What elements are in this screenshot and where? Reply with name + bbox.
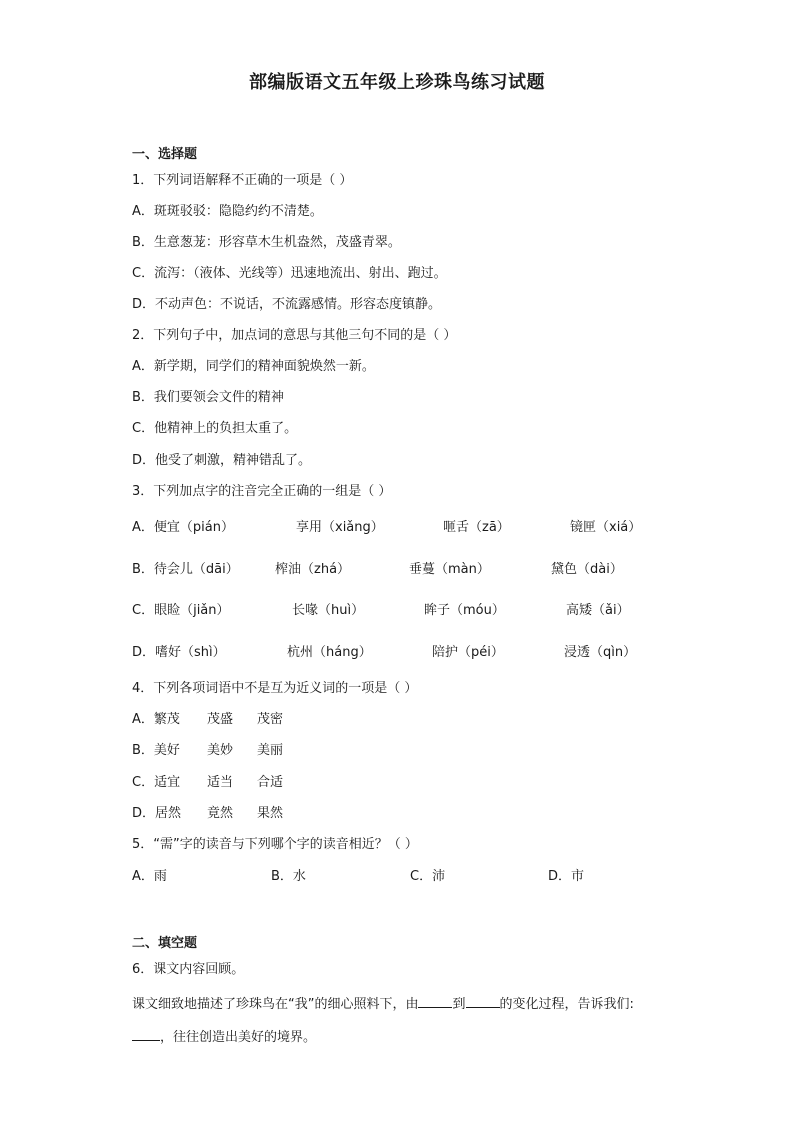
section-heading-fill: 二、填空题 bbox=[132, 936, 198, 951]
question-2-stem: 2．下列句子中，加点词的意思与其他三句不同的是（ ） bbox=[132, 328, 457, 343]
question-1-option-c: C．流泻：（液体、光线等）迅速地流出、射出、跑过。 bbox=[132, 266, 447, 281]
answer-blank-1[interactable] bbox=[418, 993, 452, 1008]
section-heading-choice: 一、选择题 bbox=[132, 147, 198, 162]
question-3-d-3: 陪护（péi） bbox=[432, 645, 504, 660]
question-6-line-2 bbox=[132, 1026, 316, 1047]
question-5-option-d: D．市 bbox=[548, 869, 585, 884]
question-3-c-1: C．眼睑（jiǎn） bbox=[132, 603, 230, 618]
question-3-b-1: B．待会儿（dāi） bbox=[132, 562, 239, 577]
question-3-a-4: 镜匣（xiá） bbox=[570, 520, 642, 535]
question-3-d-2: 杭州（háng） bbox=[287, 645, 372, 660]
question-4-a-3: 茂密 bbox=[257, 712, 284, 727]
question-3-a-3: 咂舌（zā） bbox=[443, 520, 510, 535]
question-3-a-1: A．便宜（pián） bbox=[132, 520, 234, 535]
question-4-b-2: 美妙 bbox=[207, 743, 234, 758]
question-5-option-b: B．水 bbox=[271, 869, 306, 884]
question-3-d-4: 浸透（qìn） bbox=[564, 645, 637, 660]
question-3-b-2: 榨油（zhá） bbox=[275, 562, 351, 577]
question-4-b-1: B．美好 bbox=[132, 743, 180, 758]
question-3-d-1: D．嗜好（shì） bbox=[132, 645, 226, 660]
question-4-d-1: D．居然 bbox=[132, 806, 182, 821]
question-3-c-4: 高矮（ǎi） bbox=[566, 603, 630, 618]
question-6-text-c: 的变化过程，告诉我们: bbox=[499, 997, 634, 1012]
question-4-stem: 4．下列各项词语中不是互为近义词的一项是（ ） bbox=[132, 681, 418, 696]
question-6-stem: 6．课文内容回顾。 bbox=[132, 962, 245, 977]
question-4-a-1: A．繁茂 bbox=[132, 712, 180, 727]
question-6-text-a: 课文细致地描述了珍珠鸟在“我”的细心照料下，由 bbox=[132, 997, 419, 1012]
page-title: 部编版语文五年级上珍珠鸟练习试题 bbox=[249, 72, 545, 93]
question-2-option-b: B．我们要领会文件的精神 bbox=[132, 390, 284, 405]
question-5-option-a: A．雨 bbox=[132, 869, 167, 884]
question-4-d-3: 果然 bbox=[257, 806, 284, 821]
question-4-c-3: 合适 bbox=[257, 775, 284, 790]
question-3-a-2: 享用（xiǎng） bbox=[296, 520, 384, 535]
question-2-option-a: A．新学期，同学们的精神面貌焕然一新。 bbox=[132, 359, 375, 374]
question-4-d-2: 竟然 bbox=[207, 806, 234, 821]
question-4-c-1: C．适宜 bbox=[132, 775, 181, 790]
answer-blank-2[interactable] bbox=[466, 993, 500, 1008]
question-3-b-4: 黛色（dài） bbox=[551, 562, 623, 577]
question-4-c-2: 适当 bbox=[207, 775, 234, 790]
question-6-text-d: ，往往创造出美好的境界。 bbox=[160, 1030, 317, 1045]
question-5-option-c: C．沛 bbox=[410, 869, 446, 884]
question-6-line-1 bbox=[132, 993, 634, 1014]
question-1-option-b: B．生意葱茏：形容草木生机盎然，茂盛青翠。 bbox=[132, 235, 401, 250]
question-2-option-c: C．他精神上的负担太重了。 bbox=[132, 421, 298, 436]
question-6-text-b: 到 bbox=[452, 997, 466, 1012]
question-2-option-d: D．他受了刺激，精神错乱了。 bbox=[132, 453, 312, 468]
question-3-b-3: 垂蔓（màn） bbox=[409, 562, 490, 577]
question-3-c-3: 眸子（móu） bbox=[424, 603, 505, 618]
question-1-stem: 1．下列词语解释不正确的一项是（ ） bbox=[132, 173, 353, 188]
question-3-c-2: 长喙（huì） bbox=[292, 603, 365, 618]
question-4-b-3: 美丽 bbox=[257, 743, 284, 758]
question-1-option-a: A．斑斑驳驳：隐隐约约不清楚。 bbox=[132, 204, 323, 219]
question-3-stem: 3．下列加点字的注音完全正确的一组是（ ） bbox=[132, 484, 392, 499]
question-4-a-2: 茂盛 bbox=[207, 712, 234, 727]
question-1-option-d: D．不动声色：不说话，不流露感情。形容态度镇静。 bbox=[132, 297, 442, 312]
answer-blank-3[interactable] bbox=[132, 1026, 160, 1041]
question-5-stem: 5．“需”字的读音与下列哪个字的读音相近？（ ） bbox=[132, 837, 418, 852]
